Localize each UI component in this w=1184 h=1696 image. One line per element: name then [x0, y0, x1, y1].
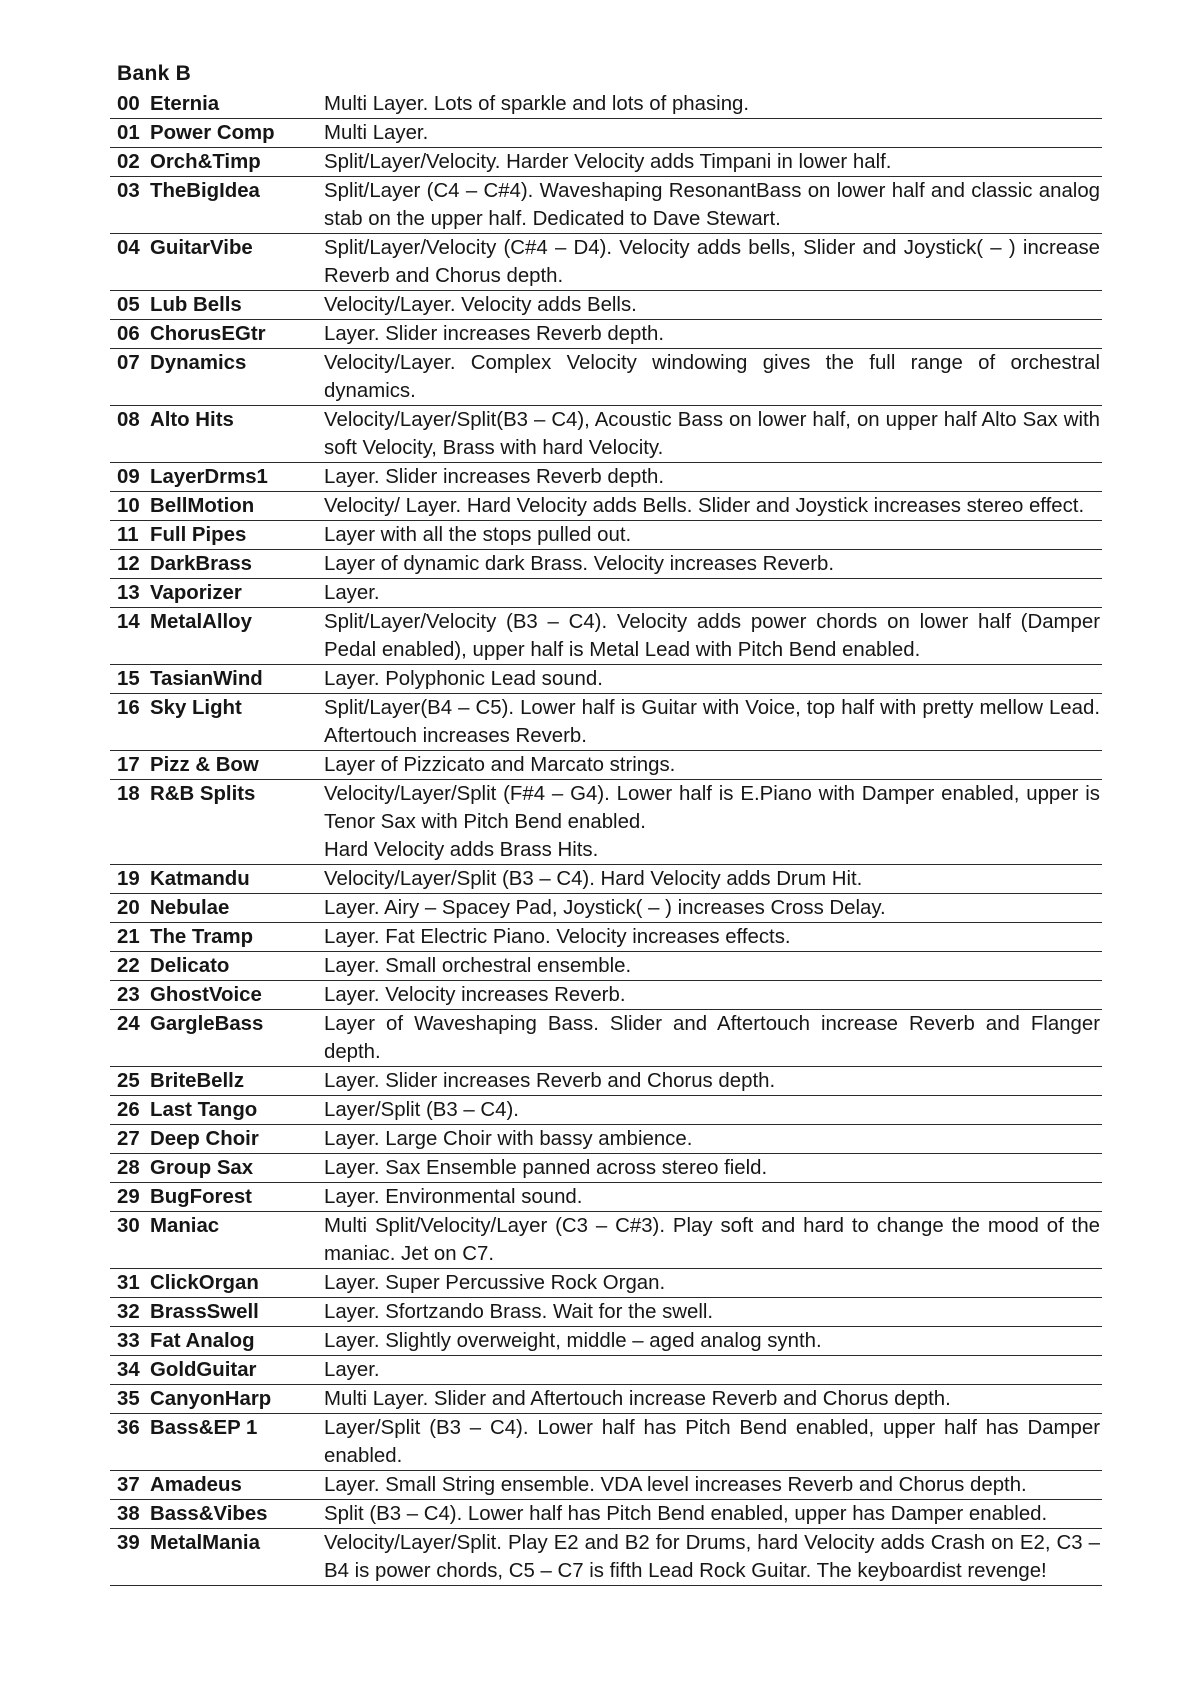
- patch-row: [110, 1125, 1102, 1154]
- patch-number: 03: [110, 177, 148, 234]
- patch-number: 35: [110, 1385, 148, 1414]
- patch-name: Nebulae: [148, 894, 318, 923]
- patch-row: [110, 550, 1102, 579]
- patch-row: [110, 1529, 1102, 1586]
- patch-number: 20: [110, 894, 148, 923]
- patch-name: Deep Choir: [148, 1125, 318, 1154]
- patch-row: [110, 234, 1102, 291]
- patch-name: BugForest: [148, 1183, 318, 1212]
- patch-row: [110, 119, 1102, 148]
- patch-description: Layer. Slightly overweight, middle – aged analog synth.: [318, 1327, 1102, 1356]
- patch-description: Layer of dynamic dark Brass. Velocity increases Reverb.: [318, 550, 1102, 579]
- patch-name: TasianWind: [148, 665, 318, 694]
- patch-description: Multi Layer. Slider and Aftertouch increase Reverb and Chorus depth.: [318, 1385, 1102, 1414]
- patch-name: Dynamics: [148, 349, 318, 406]
- patch-description: Layer. Slider increases Reverb depth.: [318, 463, 1102, 492]
- patch-number: 25: [110, 1067, 148, 1096]
- patch-number: 04: [110, 234, 148, 291]
- patch-row: [110, 1067, 1102, 1096]
- patch-number: 17: [110, 751, 148, 780]
- patch-name: DarkBrass: [148, 550, 318, 579]
- patch-row: [110, 608, 1102, 665]
- patch-number: 24: [110, 1010, 148, 1067]
- patch-description: Layer. Slider increases Reverb and Chorus depth.: [318, 1067, 1102, 1096]
- patch-number: 10: [110, 492, 148, 521]
- patch-name: CanyonHarp: [148, 1385, 318, 1414]
- patch-name: ClickOrgan: [148, 1269, 318, 1298]
- patch-name: TheBigIdea: [148, 177, 318, 234]
- patch-number: 13: [110, 579, 148, 608]
- patch-description: Layer of Waveshaping Bass. Slider and Aftertouch increase Reverb and Flanger depth.: [318, 1010, 1102, 1067]
- patch-description: Layer.: [318, 579, 1102, 608]
- patch-description: Layer. Fat Electric Piano. Velocity increases effects.: [318, 923, 1102, 952]
- patch-number: 39: [110, 1529, 148, 1586]
- patch-description: Split/Layer/Velocity. Harder Velocity adds Timpani in lower half.: [318, 148, 1102, 177]
- patch-number: 18: [110, 780, 148, 865]
- patch-row: [110, 1414, 1102, 1471]
- patch-name: Amadeus: [148, 1471, 318, 1500]
- patch-row: [110, 694, 1102, 751]
- patch-name: Full Pipes: [148, 521, 318, 550]
- patch-description: Split/Layer/Velocity (C#4 – D4). Velocity adds bells, Slider and Joystick( – ) increase Reverb and Chorus depth.: [318, 234, 1102, 291]
- patch-name: Bass&EP 1: [148, 1414, 318, 1471]
- patch-description: Layer/Split (B3 – C4).: [318, 1096, 1102, 1125]
- patch-number: 27: [110, 1125, 148, 1154]
- patch-name: MetalAlloy: [148, 608, 318, 665]
- patch-description: Layer. Environmental sound.: [318, 1183, 1102, 1212]
- patch-description: Layer. Velocity increases Reverb.: [318, 981, 1102, 1010]
- patch-row: [110, 177, 1102, 234]
- patch-number: 01: [110, 119, 148, 148]
- patch-row: [110, 492, 1102, 521]
- patch-description: Layer. Airy – Spacey Pad, Joystick( – ) increases Cross Delay.: [318, 894, 1102, 923]
- patch-number: 26: [110, 1096, 148, 1125]
- patch-number: 37: [110, 1471, 148, 1500]
- patch-name: The Tramp: [148, 923, 318, 952]
- patch-number: 29: [110, 1183, 148, 1212]
- patch-row: [110, 320, 1102, 349]
- patch-row: [110, 780, 1102, 865]
- patch-description: Split/Layer (C4 – C#4). Waveshaping ResonantBass on lower half and classic analog stab on the upper half. Dedicated to Dave Stewart.: [318, 177, 1102, 234]
- patch-name: BellMotion: [148, 492, 318, 521]
- patch-row: [110, 981, 1102, 1010]
- patch-row: [110, 1154, 1102, 1183]
- patch-number: 19: [110, 865, 148, 894]
- patch-number: 38: [110, 1500, 148, 1529]
- patch-name: Lub Bells: [148, 291, 318, 320]
- patch-number: 16: [110, 694, 148, 751]
- patch-row: [110, 1212, 1102, 1269]
- patch-row: [110, 1471, 1102, 1500]
- patch-name: BrassSwell: [148, 1298, 318, 1327]
- patch-description: Velocity/Layer. Velocity adds Bells.: [318, 291, 1102, 320]
- patch-name: Maniac: [148, 1212, 318, 1269]
- patch-name: Vaporizer: [148, 579, 318, 608]
- patch-description: Layer.: [318, 1356, 1102, 1385]
- patch-description: Layer. Small String ensemble. VDA level increases Reverb and Chorus depth.: [318, 1471, 1102, 1500]
- patch-number: 05: [110, 291, 148, 320]
- patch-name: GuitarVibe: [148, 234, 318, 291]
- bank-title: Bank B: [117, 62, 192, 85]
- patch-name: Last Tango: [148, 1096, 318, 1125]
- patch-row: [110, 894, 1102, 923]
- patch-description: Layer of Pizzicato and Marcato strings.: [318, 751, 1102, 780]
- patch-name: GhostVoice: [148, 981, 318, 1010]
- patch-description: Layer. Polyphonic Lead sound.: [318, 665, 1102, 694]
- patch-name: Katmandu: [148, 865, 318, 894]
- patch-description: Velocity/Layer/Split (F#4 – G4). Lower half is E.Piano with Damper enabled, upper is Tenor Sax with Pitch Bend enabled. Hard Velocity adds Brass Hits.: [318, 780, 1102, 865]
- patch-name: LayerDrms1: [148, 463, 318, 492]
- patch-number: 23: [110, 981, 148, 1010]
- patch-description: Multi Split/Velocity/Layer (C3 – C#3). Play soft and hard to change the mood of the maniac. Jet on C7.: [318, 1212, 1102, 1269]
- patch-table-body: [110, 90, 1102, 1586]
- patch-description: Layer/Split (B3 – C4). Lower half has Pitch Bend enabled, upper half has Damper enabled.: [318, 1414, 1102, 1471]
- patch-name: GoldGuitar: [148, 1356, 318, 1385]
- patch-description: Multi Layer. Lots of sparkle and lots of phasing.: [318, 90, 1102, 119]
- patch-row: [110, 1183, 1102, 1212]
- patch-row: [110, 463, 1102, 492]
- patch-number: 02: [110, 148, 148, 177]
- patch-description: Split/Layer/Velocity (B3 – C4). Velocity adds power chords on lower half (Damper Pedal enabled), upper half is Metal Lead with Pitch Bend enabled.: [318, 608, 1102, 665]
- patch-description: Layer. Sax Ensemble panned across stereo field.: [318, 1154, 1102, 1183]
- patch-number: 22: [110, 952, 148, 981]
- patch-name: Sky Light: [148, 694, 318, 751]
- patch-row: [110, 1500, 1102, 1529]
- patch-name: BriteBellz: [148, 1067, 318, 1096]
- patch-row: [110, 406, 1102, 463]
- patch-description: Velocity/Layer/Split. Play E2 and B2 for Drums, hard Velocity adds Crash on E2, C3 – B4 is power chords, C5 – C7 is fifth Lead Rock Guitar. The keyboardist revenge!: [318, 1529, 1102, 1586]
- patch-number: 08: [110, 406, 148, 463]
- patch-name: Alto Hits: [148, 406, 318, 463]
- patch-name: Group Sax: [148, 1154, 318, 1183]
- patch-description: Multi Layer.: [318, 119, 1102, 148]
- patch-name: ChorusEGtr: [148, 320, 318, 349]
- patch-description: Layer. Large Choir with bassy ambience.: [318, 1125, 1102, 1154]
- patch-description: Layer with all the stops pulled out.: [318, 521, 1102, 550]
- patch-number: 32: [110, 1298, 148, 1327]
- patch-row: [110, 1269, 1102, 1298]
- patch-name: MetalMania: [148, 1529, 318, 1586]
- patch-name: Power Comp: [148, 119, 318, 148]
- patch-number: 06: [110, 320, 148, 349]
- patch-name: R&B Splits: [148, 780, 318, 865]
- patch-name: GargleBass: [148, 1010, 318, 1067]
- patch-row: [110, 90, 1102, 119]
- patch-row: [110, 923, 1102, 952]
- patch-name: Eternia: [148, 90, 318, 119]
- patch-description: Layer. Small orchestral ensemble.: [318, 952, 1102, 981]
- patch-row: [110, 952, 1102, 981]
- patch-number: 30: [110, 1212, 148, 1269]
- patch-number: 28: [110, 1154, 148, 1183]
- patch-row: [110, 1385, 1102, 1414]
- patch-name: Pizz & Bow: [148, 751, 318, 780]
- patch-row: [110, 349, 1102, 406]
- patch-description: Split/Layer(B4 – C5). Lower half is Guitar with Voice, top half with pretty mellow Lead. Aftertouch increases Reverb.: [318, 694, 1102, 751]
- patch-row: [110, 291, 1102, 320]
- patch-name: Orch&Timp: [148, 148, 318, 177]
- patch-row: [110, 865, 1102, 894]
- patch-description: Layer. Slider increases Reverb depth.: [318, 320, 1102, 349]
- patch-row: [110, 1010, 1102, 1067]
- patch-number: 36: [110, 1414, 148, 1471]
- patch-description: Velocity/Layer/Split (B3 – C4). Hard Velocity adds Drum Hit.: [318, 865, 1102, 894]
- patch-row: [110, 1327, 1102, 1356]
- patch-number: 15: [110, 665, 148, 694]
- patch-row: [110, 521, 1102, 550]
- patch-row: [110, 148, 1102, 177]
- patch-row: [110, 1356, 1102, 1385]
- patch-row: [110, 665, 1102, 694]
- patch-row: [110, 579, 1102, 608]
- patch-description: Split (B3 – C4). Lower half has Pitch Bend enabled, upper has Damper enabled.: [318, 1500, 1102, 1529]
- patch-number: 14: [110, 608, 148, 665]
- patch-name: Fat Analog: [148, 1327, 318, 1356]
- patch-description: Velocity/Layer/Split(B3 – C4), Acoustic Bass on lower half, on upper half Alto Sax with soft Velocity, Brass with hard Velocity.: [318, 406, 1102, 463]
- patch-number: 12: [110, 550, 148, 579]
- patch-number: 11: [110, 521, 148, 550]
- patch-row: [110, 1096, 1102, 1125]
- patch-number: 34: [110, 1356, 148, 1385]
- patch-name: Bass&Vibes: [148, 1500, 318, 1529]
- patch-description: Layer. Super Percussive Rock Organ.: [318, 1269, 1102, 1298]
- patch-description: Layer. Sfortzando Brass. Wait for the swell.: [318, 1298, 1102, 1327]
- patch-description: Velocity/Layer. Complex Velocity windowing gives the full range of orchestral dynamics.: [318, 349, 1102, 406]
- patch-number: 31: [110, 1269, 148, 1298]
- patch-description: Velocity/ Layer. Hard Velocity adds Bells. Slider and Joystick increases stereo effect.: [318, 492, 1102, 521]
- patch-number: 07: [110, 349, 148, 406]
- patch-number: 09: [110, 463, 148, 492]
- patch-number: 33: [110, 1327, 148, 1356]
- patch-name: Delicato: [148, 952, 318, 981]
- patch-row: [110, 1298, 1102, 1327]
- patch-row: [110, 751, 1102, 780]
- patch-number: 00: [110, 90, 148, 119]
- patch-number: 21: [110, 923, 148, 952]
- patch-table: [110, 90, 1102, 1586]
